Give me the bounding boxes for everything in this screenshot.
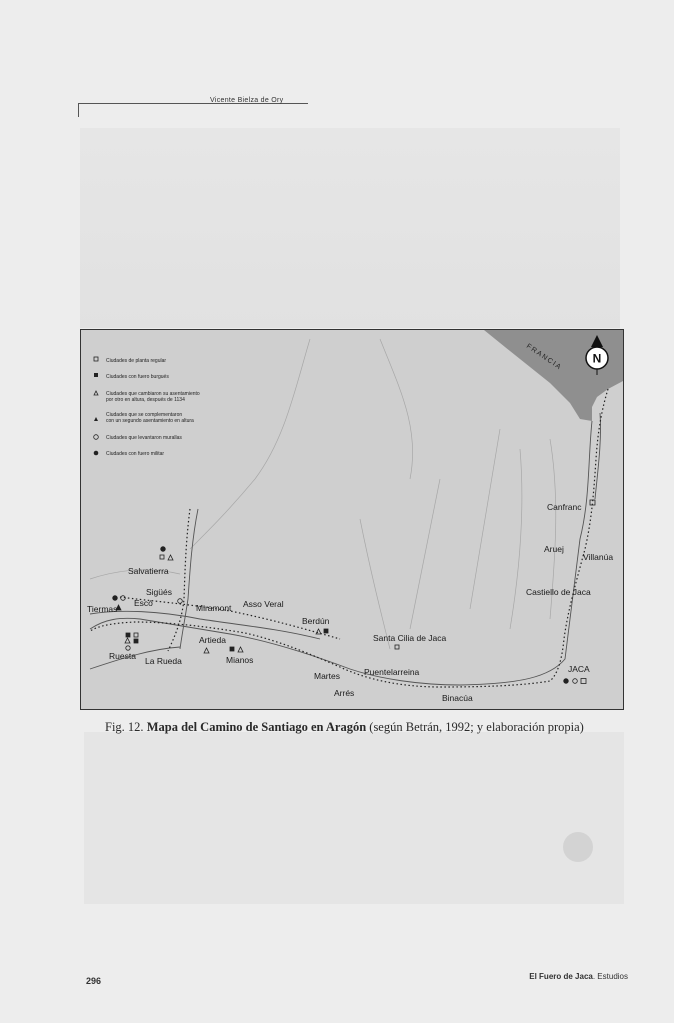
country-label: FRANCIA [524,342,563,372]
place-label: Castiello de Jaca [526,587,591,597]
place-label: Arrés [334,688,355,698]
place-label: Villanúa [583,552,614,562]
legend-text: Ciudades de planta regular [106,358,167,364]
bleed-through-image-lower [84,732,624,904]
caption-title: Mapa del Camino de Santiago en Aragón [146,720,367,734]
place-label: Puentelarreina [364,667,420,677]
place-label: JACA [568,664,590,674]
bleed-through-caption [118,912,558,925]
place-label: Miramont [196,603,232,613]
legend-text: Ciudades con fuero militar [106,451,165,457]
running-footer [529,972,628,981]
place-label: Escó [134,598,153,608]
place-label: La Rueda [145,656,182,666]
place-label: Aruej [544,544,564,554]
map-svg [80,329,624,710]
place-label: Berdún [302,616,330,626]
figure-caption [105,720,625,735]
footer-journal: El Fuero de Jaca [529,972,593,981]
place-label: Canfranc [547,502,582,512]
page-number: 296 [86,976,102,986]
place-label: Salvatierra [128,566,169,576]
bleed-through-north-icon [563,832,593,862]
legend-text: Ciudades que levantaron murallas [106,435,182,441]
legend-filled-square-icon [94,373,98,377]
place-label: Asso Veral [243,599,284,609]
caption-prefix: Fig. 12. [105,720,147,734]
legend-text: Ciudades que cambiaron su asentamiento [106,391,200,397]
footer-section: . Estudios [592,972,628,981]
place-label: Santa Cilia de Jaca [373,633,447,643]
legend-text: con un segundo asentamiento en altura [106,418,194,424]
running-header-author: Vicente Bielza de Ory [210,97,284,104]
header-rule-tick [78,103,79,117]
north-label: N [592,351,602,366]
place-label: Martes [314,671,340,681]
camino-santiago-map [80,329,624,710]
place-label: Tiermas [87,604,118,614]
place-label: Binacúa [442,693,473,703]
bleed-through-image [80,128,620,328]
legend-text: por otro en altura, después de 1134 [106,397,185,403]
place-label: Mianos [226,655,254,665]
legend-text: Ciudades con fuero burgués [106,374,169,380]
place-label: Artieda [199,635,226,645]
caption-source: (según Betrán, 1992; y elaboración propia) [366,720,584,734]
place-label: Sigüés [146,587,172,597]
place-label: Ruesta [109,651,136,661]
legend-text: Ciudades que se complementaron [106,412,183,418]
legend-filled-circle-icon [94,451,99,456]
map-frame [81,330,624,710]
